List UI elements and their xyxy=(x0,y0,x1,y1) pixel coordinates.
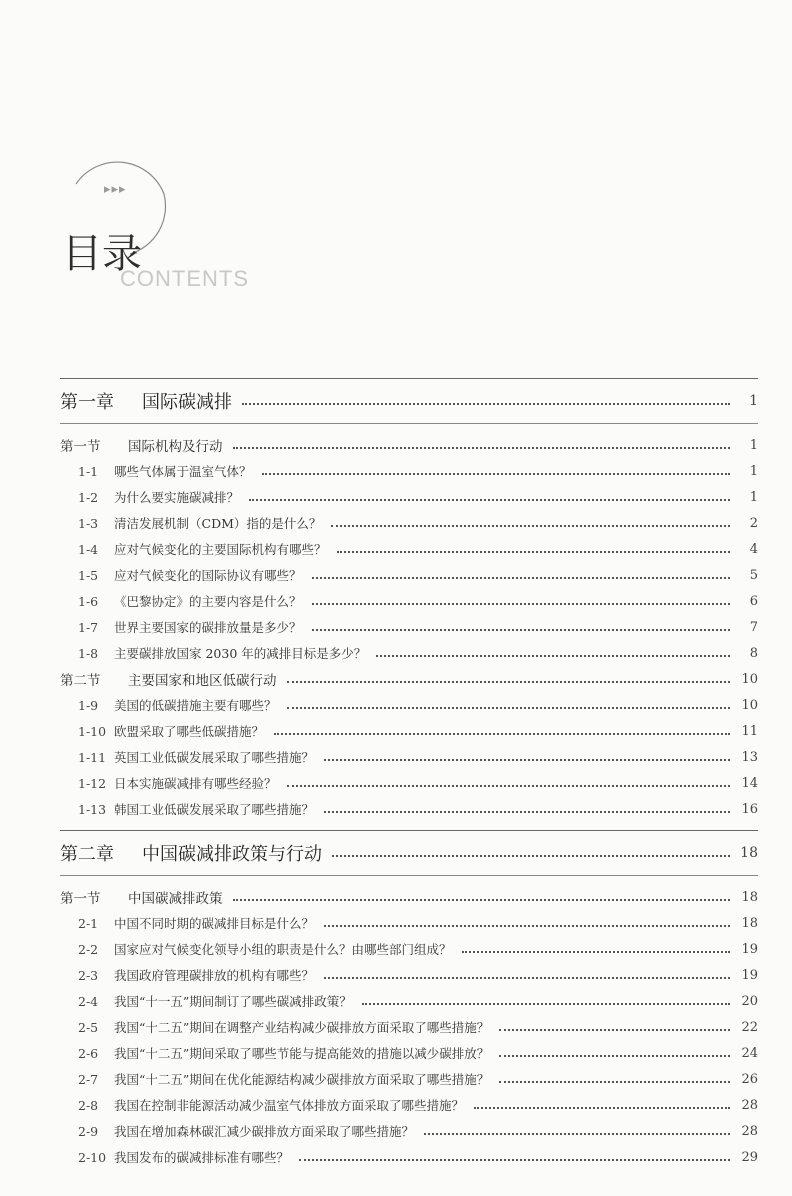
section-title: 中国碳减排政策 xyxy=(128,891,223,907)
page-number: 24 xyxy=(741,1045,758,1061)
leader-dots xyxy=(249,498,730,501)
leader-dots xyxy=(287,784,730,787)
item-title: 为什么要实施碳减排？ xyxy=(114,490,240,505)
item-number: 1-1 xyxy=(78,463,99,479)
page-number: 4 xyxy=(749,541,758,557)
toc-item[interactable] xyxy=(60,692,758,718)
page-number: 2 xyxy=(749,515,758,531)
item-number: 2-7 xyxy=(78,1071,99,1087)
toc-item[interactable] xyxy=(60,1118,758,1144)
item-number: 1-13 xyxy=(78,801,107,817)
page-number: 8 xyxy=(749,645,758,661)
toc-item[interactable] xyxy=(60,988,758,1014)
toc-section[interactable] xyxy=(60,666,758,692)
toc-item[interactable] xyxy=(60,910,758,936)
item-title: 韩国工业低碳发展采取了哪些措施？ xyxy=(114,802,315,817)
item-title: 我国“十二五”期间在优化能源结构减少碳排放方面采取了哪些措施？ xyxy=(114,1072,490,1087)
item-title: 应对气候变化的主要国际机构有哪些？ xyxy=(114,542,327,557)
toc-item[interactable] xyxy=(60,562,758,588)
chapter-title: 中国碳减排政策与行动 xyxy=(142,844,322,865)
toc-item[interactable] xyxy=(60,962,758,988)
chapter-number: 第二章 xyxy=(60,844,114,865)
toc-item[interactable] xyxy=(60,1014,758,1040)
item-number: 1-3 xyxy=(78,515,99,531)
leader-dots xyxy=(299,1158,730,1161)
page-number: 7 xyxy=(749,619,758,635)
item-title: 我国“十一五”期间制订了哪些碳减排政策？ xyxy=(114,994,352,1009)
item-number: 1-2 xyxy=(78,489,99,505)
leader-dots xyxy=(324,810,730,813)
toc-item[interactable] xyxy=(60,1092,758,1118)
item-number: 2-6 xyxy=(78,1045,99,1061)
toc-section[interactable] xyxy=(60,884,758,910)
item-number: 2-10 xyxy=(78,1149,107,1165)
page-number: 26 xyxy=(741,1071,758,1087)
page-number: 28 xyxy=(741,1097,758,1113)
table-of-contents xyxy=(60,378,758,1170)
item-title: 世界主要国家的碳排放量是多少？ xyxy=(114,620,302,635)
leader-dots xyxy=(474,1106,730,1109)
page-number: 1 xyxy=(749,463,758,479)
toc-item[interactable] xyxy=(60,588,758,614)
item-number: 1-11 xyxy=(78,749,107,765)
chapter-title: 国际碳减排 xyxy=(142,392,232,413)
item-number: 1-10 xyxy=(78,723,107,739)
item-number: 1-9 xyxy=(78,697,99,713)
toc-chapter[interactable] xyxy=(60,831,758,876)
item-number: 1-12 xyxy=(78,775,107,791)
leader-dots xyxy=(287,680,731,683)
item-number: 1-5 xyxy=(78,567,99,583)
leader-dots xyxy=(499,1054,730,1057)
item-number: 1-7 xyxy=(78,619,99,635)
page-number: 28 xyxy=(741,1123,758,1139)
page-number: 20 xyxy=(741,993,758,1009)
item-number: 1-4 xyxy=(78,541,99,557)
page-subtitle: CONTENTS xyxy=(120,266,249,291)
item-title: 中国不同时期的碳减排目标是什么？ xyxy=(114,916,315,931)
item-number: 2-2 xyxy=(78,941,99,957)
item-title: 《巴黎协定》的主要内容是什么？ xyxy=(114,594,302,609)
toc-item[interactable] xyxy=(60,744,758,770)
item-title: 我国政府管理碳排放的机构有哪些？ xyxy=(114,968,315,983)
toc-item[interactable] xyxy=(60,536,758,562)
leader-dots xyxy=(312,576,730,579)
toc-item[interactable] xyxy=(60,718,758,744)
item-title: 日本实施碳减排有哪些经验？ xyxy=(114,776,277,791)
item-title: 我国发布的碳减排标准有哪些？ xyxy=(114,1150,290,1165)
section-number: 第二节 xyxy=(60,673,101,689)
leader-dots xyxy=(287,706,730,709)
leader-dots xyxy=(332,854,730,857)
toc-item[interactable] xyxy=(60,796,758,822)
page-title: 目录 xyxy=(62,231,142,277)
leader-dots xyxy=(424,1132,730,1135)
item-number: 1-8 xyxy=(78,645,99,661)
item-title: 国家应对气候变化领导小组的职责是什么？由哪些部门组成？ xyxy=(114,942,452,957)
page-number: 5 xyxy=(749,567,758,583)
toc-item[interactable] xyxy=(60,458,758,484)
toc-item[interactable] xyxy=(60,614,758,640)
leader-dots xyxy=(331,524,730,527)
item-number: 2-8 xyxy=(78,1097,99,1113)
section-number: 第一节 xyxy=(60,439,101,455)
section-title: 主要国家和地区低碳行动 xyxy=(128,673,277,689)
toc-item[interactable] xyxy=(60,510,758,536)
item-title: 我国在增加森林碳汇减少碳排放方面采取了哪些措施？ xyxy=(114,1124,415,1139)
page-number: 10 xyxy=(741,697,758,713)
toc-item[interactable] xyxy=(60,936,758,962)
toc-item[interactable] xyxy=(60,770,758,796)
toc-item[interactable] xyxy=(60,484,758,510)
item-title: 美国的低碳措施主要有哪些？ xyxy=(114,698,277,713)
page-number: 22 xyxy=(741,1019,758,1035)
page-number: 1 xyxy=(749,393,758,409)
leader-dots xyxy=(233,898,731,901)
page-number: 10 xyxy=(741,671,758,687)
arrows-icon: ▸▸▸ xyxy=(104,182,127,197)
leader-dots xyxy=(324,976,730,979)
item-title: 应对气候变化的国际协议有哪些？ xyxy=(114,568,302,583)
item-title: 清洁发展机制（CDM）指的是什么？ xyxy=(114,516,322,531)
item-number: 1-6 xyxy=(78,593,99,609)
item-title: 主要碳排放国家 2030 年的减排目标是多少？ xyxy=(114,646,367,661)
item-number: 2-5 xyxy=(78,1019,99,1035)
item-title: 欧盟采取了哪些低碳措施？ xyxy=(114,724,265,739)
leader-dots xyxy=(499,1080,730,1083)
item-title: 哪些气体属于温室气体？ xyxy=(114,464,252,479)
item-title: 我国在控制非能源活动减少温室气体排放方面采取了哪些措施？ xyxy=(114,1098,465,1113)
item-number: 2-1 xyxy=(78,915,99,931)
leader-dots xyxy=(312,628,730,631)
page-number: 13 xyxy=(741,749,758,765)
toc-item[interactable] xyxy=(60,640,758,666)
page-number: 14 xyxy=(741,775,758,791)
toc-item[interactable] xyxy=(60,1040,758,1066)
leader-dots xyxy=(312,602,730,605)
page-number: 18 xyxy=(741,915,758,931)
section-number: 第一节 xyxy=(60,891,101,907)
leader-dots xyxy=(324,924,730,927)
page-number: 19 xyxy=(741,967,758,983)
page-number: 1 xyxy=(749,489,758,505)
leader-dots xyxy=(324,758,730,761)
leader-dots xyxy=(242,402,730,405)
item-title: 英国工业低碳发展采取了哪些措施？ xyxy=(114,750,315,765)
leader-dots xyxy=(233,446,731,449)
chapter-number: 第一章 xyxy=(60,392,114,413)
page-number: 11 xyxy=(741,723,758,739)
item-number: 2-4 xyxy=(78,993,99,1009)
page-number: 18 xyxy=(740,845,758,861)
leader-dots xyxy=(462,950,730,953)
toc-item[interactable] xyxy=(60,1066,758,1092)
toc-item[interactable] xyxy=(60,1144,758,1170)
page-number: 16 xyxy=(741,801,758,817)
page-number: 19 xyxy=(741,941,758,957)
leader-dots xyxy=(499,1028,730,1031)
item-title: 我国“十二五”期间采取了哪些节能与提高能效的措施以减少碳排放？ xyxy=(114,1046,490,1061)
toc-section[interactable] xyxy=(60,432,758,458)
leader-dots xyxy=(376,654,730,657)
item-title: 我国“十二五”期间在调整产业结构减少碳排放方面采取了哪些措施？ xyxy=(114,1020,490,1035)
item-number: 2-3 xyxy=(78,967,99,983)
leader-dots xyxy=(337,550,730,553)
section-title: 国际机构及行动 xyxy=(128,439,223,455)
page-number: 6 xyxy=(749,593,758,609)
page-number: 18 xyxy=(741,889,758,905)
leader-dots xyxy=(274,732,730,735)
page-number: 1 xyxy=(749,437,758,453)
page-number: 29 xyxy=(741,1149,758,1165)
leader-dots xyxy=(362,1002,730,1005)
leader-dots xyxy=(262,472,730,475)
item-number: 2-9 xyxy=(78,1123,99,1139)
toc-chapter[interactable] xyxy=(60,379,758,424)
